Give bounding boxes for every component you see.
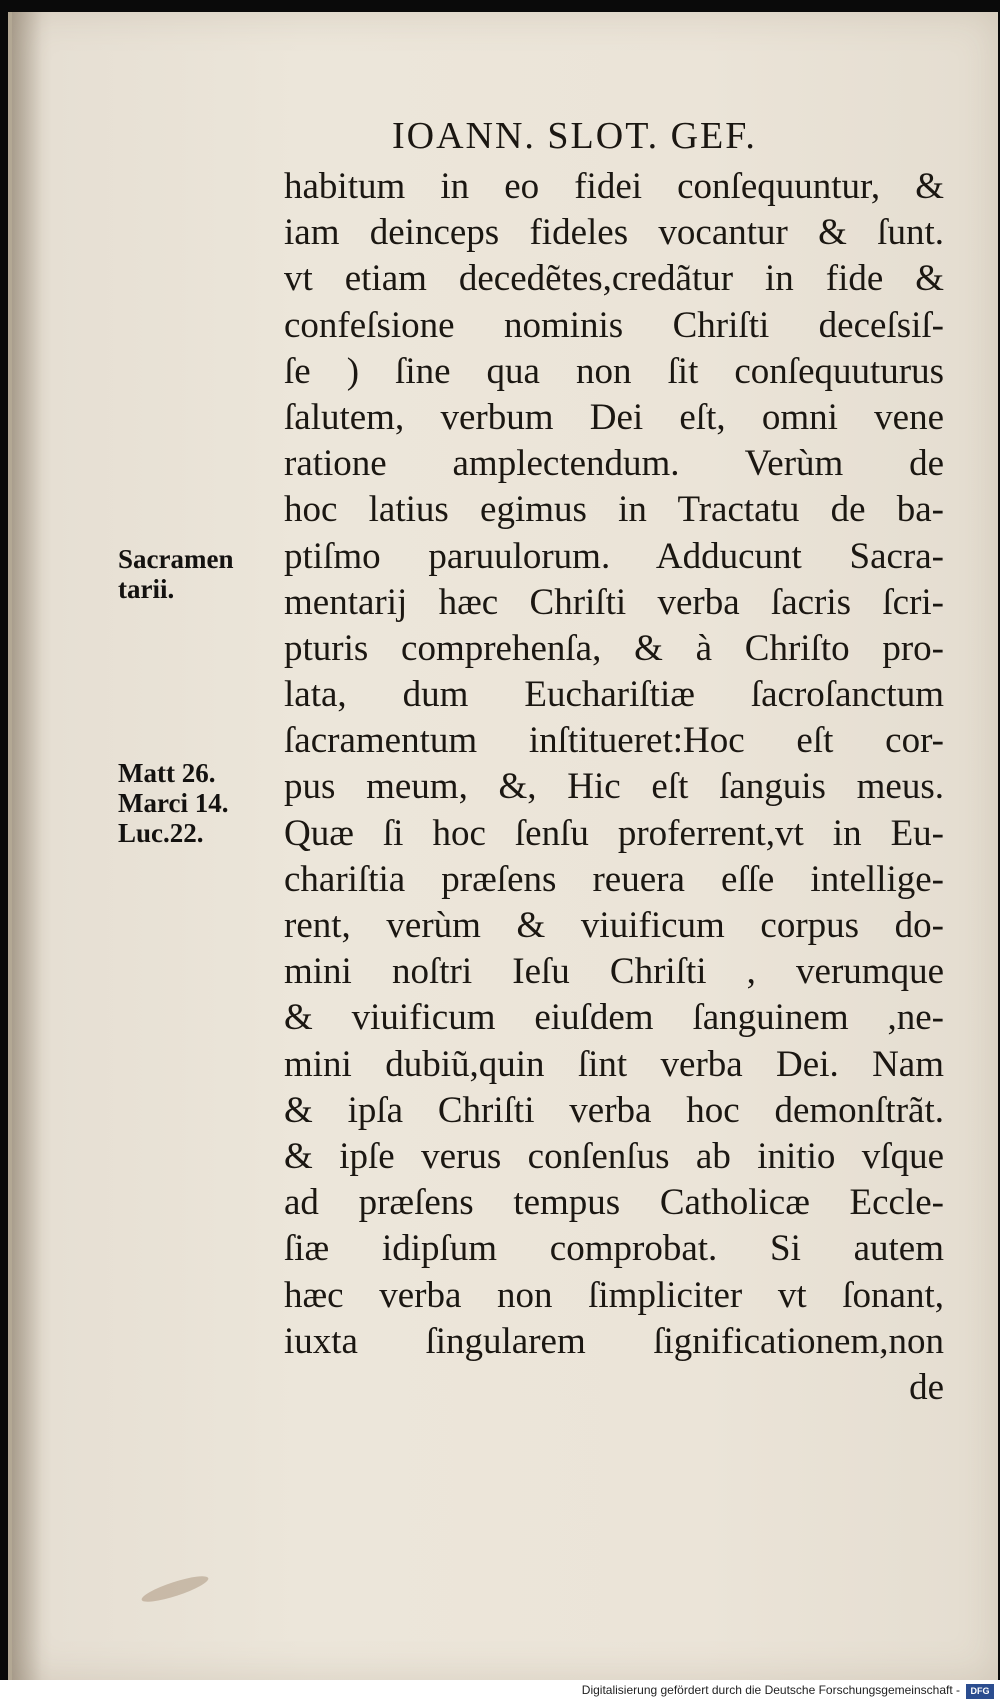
text-line: pus meum, &, Hic eſt ſanguis meus. — [284, 766, 944, 808]
marginal-note-references — [118, 758, 228, 848]
text-line: hoc latius egimus in Tractatu de ba- — [284, 489, 944, 531]
text-line: vt etiam decedẽtes,credãtur in fide & — [284, 258, 944, 300]
text-line: ſalutem, verbum Dei eſt, omni vene — [284, 396, 944, 438]
running-head: IOANN. SLOT. GEF. — [392, 115, 757, 157]
text-line: & ipſa Chriſti verba hoc demonſtrãt. — [284, 1089, 944, 1131]
text-line: lata, dum Euchariſtiæ ſacroſanctum — [284, 674, 944, 716]
text-line: pturis comprehenſa, & à Chriſto pro- — [284, 627, 944, 669]
text-line: confeſsione nominis Chriſti deceſsiſ- — [284, 304, 944, 346]
text-line: ſiæ idipſum comprobat. Si autem — [284, 1228, 944, 1270]
text-line: ad præſens tempus Catholicæ Eccle- — [284, 1182, 944, 1224]
catchword: de — [909, 1366, 944, 1408]
digitization-footer — [0, 1680, 1000, 1704]
text-line: ſe ) ſine qua non ſit conſequuturus — [284, 350, 944, 392]
marginal-reference: Marci 14. — [118, 788, 229, 818]
text-line: chariſtia præſens reuera eſſe intellige- — [284, 858, 944, 900]
text-line: mini noſtri Ieſu Chriſti , verumque — [284, 951, 944, 993]
marginal-note-line: tarii. — [118, 574, 175, 604]
text-line: hæc verba non ſimpliciter vt ſonant, — [284, 1274, 944, 1316]
marginal-note-line: Sacramen — [118, 544, 234, 574]
footer-credit: Digitalisierung gefördert durch die Deutsche Forschungsgemeinschaft - — [581, 1683, 960, 1697]
text-line: iam deinceps fideles vocantur & ſunt. — [284, 212, 944, 254]
main-text-block — [284, 164, 944, 1411]
text-line: & ipſe verus conſenſus ab initio vſque — [284, 1135, 944, 1177]
text-line: ptiſmo paruulorum. Adducunt Sacra- — [284, 535, 944, 577]
text-line: rent, verùm & viuificum corpus do- — [284, 905, 944, 946]
text-line: ſacramentum inſtitueret:Hoc eſt cor- — [284, 720, 944, 762]
marginal-reference: Luc.22. — [118, 818, 204, 848]
text-line: mini dubiũ,quin ſint verba Dei. Nam — [284, 1043, 944, 1085]
dfg-logo: DFG — [966, 1684, 994, 1699]
marginal-reference: Matt 26. — [118, 758, 216, 788]
text-line: iuxta ſingularem ſignificationem,non — [284, 1320, 944, 1362]
text-line: habitum in eo fidei conſequuntur, & — [284, 166, 944, 207]
marginal-note-sacramentarii — [118, 544, 233, 604]
text-line: & viuificum eiuſdem ſanguinem ,ne- — [284, 997, 944, 1039]
text-line: ratione amplectendum. Verùm de — [284, 443, 944, 485]
text-line: Quæ ſi hoc ſenſu proferrent,vt in Eu- — [284, 812, 944, 854]
text-line: mentarij hæc Chriſti verba ſacris ſcri- — [284, 581, 944, 623]
ink-smudge — [140, 1572, 211, 1607]
